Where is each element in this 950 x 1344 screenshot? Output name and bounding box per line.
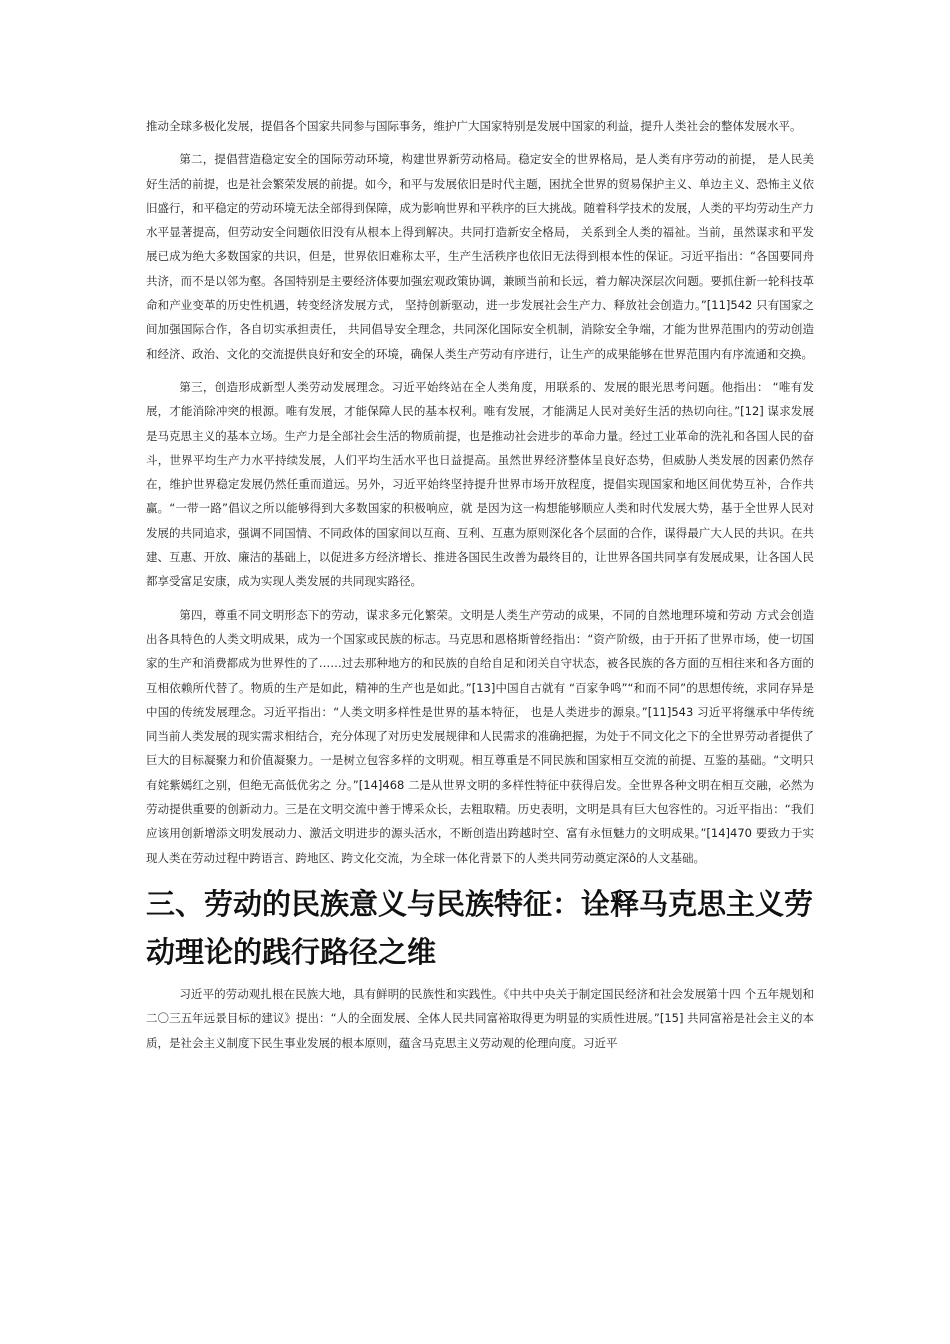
document-page xyxy=(146,114,814,1055)
paragraph-section-intro: 习近平的劳动观扎根在民族大地，具有鲜明的民族性和实践性。《中共中央关于制定国民经济和社会发展第十四 个五年规划和二〇三五年远景目标的建议》提出：“人的全面发展、全体人民共同富裕取得更为明显的实质性进展。”[15] 共同富裕是社会主义的本质，是社会主义制度下民生事业发展的根本原则，蕴含马克思主义劳动观的伦理向度。习近平 xyxy=(146,986,814,1050)
paragraph-second-point: 第二，提倡营造稳定安全的国际劳动环境，构建世界新劳动格局。稳定安全的世界格局，是人类有序劳动的前提， 是人民美好生活的前提，也是社会繁荣发展的前提。如今，和平与发展依旧是时代主题，困扰全世界的贸易保护主义、单边主义、恐怖主义依旧盛行，和平稳定的劳动环境无法全部得到保障，成为影响世界和平秩序的巨大挑战。随着科学技术的发展，人类的平均劳动生产力水平显著提高，但劳动安全问题依旧没有从根本上得到解决。共同打造新安全格局， 关系到全人类的福祉。当前，虽然谋求和平发展已成为绝大多数国家的共识，但是，世界依旧难称太平，生产生活秩序也依旧无法得到根本性的保证。习近平指出：“各国要同舟共济，而不是以邻为壑。各国特别是主要经济体要加强宏观政策协调，兼顾当前和长远，着力解决深层次问题。要抓住新一轮科技革命和产业变革的历史性机遇，转变经济发展方式， 坚持创新驱动，进一步发展社会生产力、释放社会创造力。”[11]542 只有国家之间加强国际合作，各自切实承担责任， 共同倡导安全理念，共同深化国际安全机制，消除安全争端，才能为世界范围内的劳动创造和经济、政治、文化的交流提供良好和安全的环境，确保人类生产劳动有序进行，让生产的成果能够在世界范围内有序流通和交换。 xyxy=(146,152,814,361)
paragraph-continuation: 推动全球多极化发展，提倡各个国家共同参与国际事务，维护广大国家特别是发展中国家的利益，提升人类社会的整体发展水平。 xyxy=(146,119,802,133)
paragraph-fourth-point: 第四，尊重不同文明形态下的劳动，谋求多元化繁荣。文明是人类生产劳动的成果，不同的自然地理环境和劳动 方式会创造出各具特色的人类文明成果，成为一个国家或民族的标志。马克思和恩格斯曾经指出：“资产阶级，由于开拓了世界市场，使一切国家的生产和消费都成为世界性的了……过去那种地方的和民族的自给自足和闭关自守状态，被各民族的各方面的互相往来和各方面的互相依赖所代替了。物质的生产是如此，精神的生产也是如此。”[13]中国自古就有 “百家争鸣”“和而不同”的思想传统，求同存异是中国的传统发展理念。习近平指出：“人类文明多样性是世界的基本特征， 也是人类进步的源泉。”[11]543 习近平将继承中华传统同当前人类发展的现实需求相结合，充分体现了对历史发展规律和人民需求的准确把握，为处于不同文化之下的全世界劳动者提供了巨大的目标凝聚力和价值凝聚力。一是树立包容多样的文明观。相互尊重是不同民族和国家相互交流的前提、互鉴的基础。“文明只有姹紫嫣红之别，但绝无高低优劣之 分。”[14]468 二是从世界文明的多样性特征中获得启发。全世界各种文明在相互交融，必然为劳动提供重要的创新动力。三是在文明交流中善于博采众长，去粗取精。历史表明，文明是具有巨大包容性的。习近平指出：“我们应该用创新增添文明发展动力、激活文明进步的源头活水，不断创造出跨越时空、富有永恒魅力的文明成果。”[14]470 要致力于实现人类在劳动过程中跨语言、跨地区、跨文化交流，为全球一体化背景下的人类共同劳动奠定深ô的人文基础。 xyxy=(146,607,814,865)
section-heading: 三、劳动的民族意义与民族特征：诠释马克思主义劳动理论的践行路径之维 xyxy=(146,886,814,969)
paragraph-third-point: 第三，创造形成新型人类劳动发展理念。习近平始终站在全人类角度，用联系的、发展的眼光思考问题。他指出： “唯有发展，才能消除冲突的根源。唯有发展，才能保障人民的基本权利。唯有发展，才能满足人民对美好生活的热切向往。”[12] 谋求发展是马克思主义的基本立场。生产力是全部社会生活的物质前提，也是推动社会进步的革命力量。经过工业革命的洗礼和各国人民的奋斗，世界平均生产力水平持续发展，人们平均生活水平也日益提高。虽然世界经济整体呈良好态势，但威胁人类发展的因素仍然存在，维护世界稳定发展仍然任重而道远。另外，习近平始终坚持提升世界市场开放程度，提倡实现国家和地区间优势互补，合作共赢。“一带一路”倡议之所以能够得到大多数国家的积极响应，就 是因为这一构想能够顺应人类和时代发展大势，基于全世界人民对发展的共同追求，强调不同国情、不同政体的国家间以互商、互利、互惠为原则深化各个层面的合作，谋得最广大人民的共识。在共建、互惠、开放、廉洁的基础上，以促进多方经济增长、推进各国民生改善为最终目的，让世界各国共同享有发展成果，让各国人民都享受富足安康，成为实现人类发展的共同现实路径。 xyxy=(146,379,814,589)
